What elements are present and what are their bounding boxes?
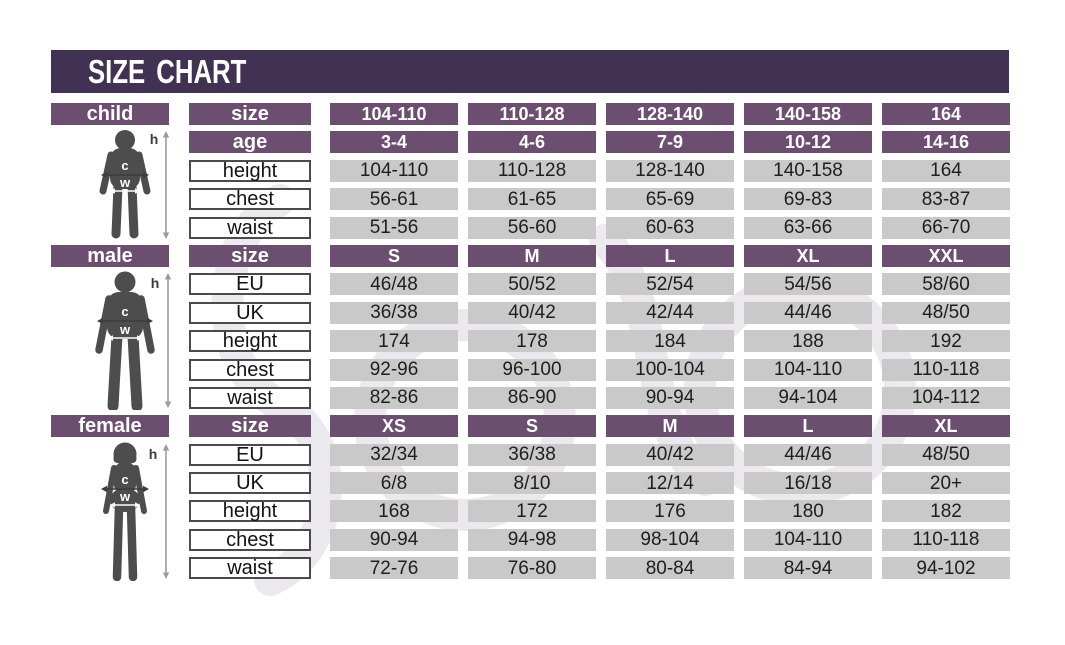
male-chest-value: 100-104 [606,359,734,381]
child-height-value: 104-110 [330,160,458,182]
male-waist-value: 86-90 [468,387,596,409]
female-size-value: S [468,415,596,437]
female-waist-value: 84-94 [744,557,872,579]
female-chest-value: 98-104 [606,529,734,551]
section-label-child: child [51,103,169,125]
female-row-header-UK: UK [189,472,311,494]
height-arrow [163,444,169,579]
height-letter: h [150,275,160,291]
page-title: SIZE CHART [88,52,247,90]
male-UK-value: 42/44 [606,302,734,324]
male-height-value: 192 [882,330,1010,352]
waist-letter: w [119,175,131,190]
child-figure-icon [65,129,185,241]
child-chest-value: 56-61 [330,188,458,210]
male-figure-icon [65,270,185,410]
female-waist-value: 94-102 [882,557,1010,579]
female-UK-value: 16/18 [744,472,872,494]
chest-letter: c [121,304,129,319]
child-size-value: 128-140 [606,103,734,125]
female-row-header-waist: waist [189,557,311,579]
child-chest-value: 65-69 [606,188,734,210]
section-label-male: male [51,245,169,267]
child-row-header-chest: chest [189,188,311,210]
child-chest-value: 83-87 [882,188,1010,210]
child-age-value: 4-6 [468,131,596,153]
height-arrow [165,273,171,408]
height-arrow [163,131,169,239]
female-row-header-chest: chest [189,529,311,551]
child-height-value: 164 [882,160,1010,182]
male-chest-value: 110-118 [882,359,1010,381]
male-size-value: M [468,245,596,267]
chest-letter: c [121,158,129,173]
male-row-header-waist: waist [189,387,311,409]
female-row-header-EU: EU [189,444,311,466]
female-height-value: 168 [330,500,458,522]
female-EU-value: 40/42 [606,444,734,466]
male-row-header-size: size [189,245,311,267]
waist-letter: w [119,489,131,504]
female-height-value: 182 [882,500,1010,522]
child-waist-value: 56-60 [468,217,596,239]
male-EU-value: 52/54 [606,273,734,295]
child-size-value: 104-110 [330,103,458,125]
female-EU-value: 44/46 [744,444,872,466]
child-size-value: 140-158 [744,103,872,125]
female-chest-value: 104-110 [744,529,872,551]
female-UK-value: 12/14 [606,472,734,494]
male-EU-value: 46/48 [330,273,458,295]
female-row-header-height: height [189,500,311,522]
male-UK-value: 40/42 [468,302,596,324]
female-EU-value: 48/50 [882,444,1010,466]
male-waist-value: 104-112 [882,387,1010,409]
section-label-female: female [51,415,169,437]
male-UK-value: 36/38 [330,302,458,324]
child-waist-value: 63-66 [744,217,872,239]
male-chest-value: 104-110 [744,359,872,381]
child-waist-value: 60-63 [606,217,734,239]
child-size-value: 164 [882,103,1010,125]
height-letter: h [149,131,159,147]
female-waist-value: 80-84 [606,557,734,579]
female-height-value: 172 [468,500,596,522]
male-UK-value: 44/46 [744,302,872,324]
male-row-header-height: height [189,330,311,352]
male-waist-value: 90-94 [606,387,734,409]
child-waist-value: 66-70 [882,217,1010,239]
child-waist-value: 51-56 [330,217,458,239]
male-row-header-UK: UK [189,302,311,324]
female-waist-value: 76-80 [468,557,596,579]
female-row-header-size: size [189,415,311,437]
male-size-value: XL [744,245,872,267]
female-size-value: XS [330,415,458,437]
male-chest-value: 96-100 [468,359,596,381]
female-EU-value: 36/38 [468,444,596,466]
child-height-value: 128-140 [606,160,734,182]
child-chest-value: 61-65 [468,188,596,210]
female-EU-value: 32/34 [330,444,458,466]
child-row-header-size: size [189,103,311,125]
child-row-header-age: age [189,131,311,153]
female-chest-value: 110-118 [882,529,1010,551]
male-row-header-chest: chest [189,359,311,381]
female-chest-value: 90-94 [330,529,458,551]
male-height-value: 178 [468,330,596,352]
female-chest-value: 94-98 [468,529,596,551]
male-EU-value: 50/52 [468,273,596,295]
male-chest-value: 92-96 [330,359,458,381]
title-bar [51,50,1009,93]
child-age-value: 10-12 [744,131,872,153]
male-height-value: 174 [330,330,458,352]
female-UK-value: 8/10 [468,472,596,494]
chest-letter: c [121,472,129,487]
height-letter: h [148,446,158,462]
male-height-value: 188 [744,330,872,352]
child-age-value: 7-9 [606,131,734,153]
male-EU-value: 58/60 [882,273,1010,295]
male-EU-value: 54/56 [744,273,872,295]
female-UK-value: 6/8 [330,472,458,494]
female-size-value: M [606,415,734,437]
female-UK-value: 20+ [882,472,1010,494]
male-size-value: S [330,245,458,267]
female-height-value: 180 [744,500,872,522]
male-row-header-EU: EU [189,273,311,295]
male-UK-value: 48/50 [882,302,1010,324]
male-height-value: 184 [606,330,734,352]
child-row-header-waist: waist [189,217,311,239]
female-size-value: XL [882,415,1010,437]
child-height-value: 110-128 [468,160,596,182]
child-size-value: 110-128 [468,103,596,125]
female-size-value: L [744,415,872,437]
child-age-value: 14-16 [882,131,1010,153]
male-size-value: XXL [882,245,1010,267]
child-row-header-height: height [189,160,311,182]
child-age-value: 3-4 [330,131,458,153]
size-table [51,103,1010,579]
female-height-value: 176 [606,500,734,522]
male-size-value: L [606,245,734,267]
male-waist-value: 82-86 [330,387,458,409]
child-height-value: 140-158 [744,160,872,182]
female-waist-value: 72-76 [330,557,458,579]
female-figure-icon [65,441,185,581]
male-waist-value: 94-104 [744,387,872,409]
child-chest-value: 69-83 [744,188,872,210]
waist-letter: w [119,322,131,337]
